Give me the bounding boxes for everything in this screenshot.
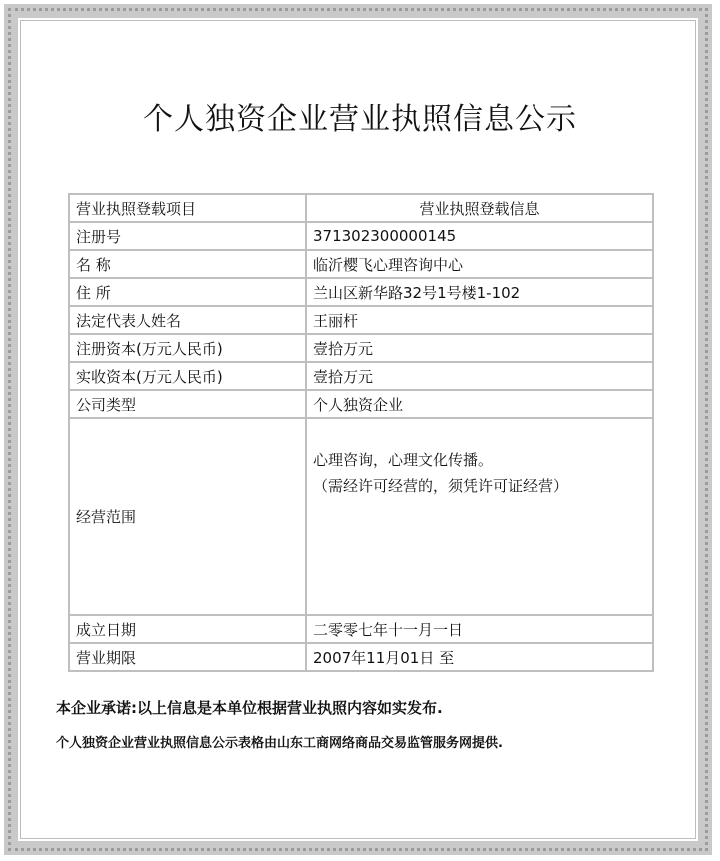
table-row-paid-in-capital — [69, 362, 653, 390]
page-title: 个人独资企业营业执照信息公示 — [143, 102, 577, 137]
business-scope-value — [306, 418, 653, 615]
table-row-legal-representative — [69, 306, 653, 334]
row-value: 兰山区新华路32号1号楼1-102 — [306, 278, 653, 306]
row-label: 名 称 — [69, 250, 306, 278]
table-row-established-date — [69, 615, 653, 643]
row-label: 注册号 — [69, 222, 306, 250]
row-label: 营业期限 — [69, 643, 306, 671]
row-value: 王丽杆 — [306, 306, 653, 334]
row-label: 住 所 — [69, 278, 306, 306]
table-row-registration-number — [69, 222, 653, 250]
table-row-name — [69, 250, 653, 278]
table-header-row — [69, 194, 653, 222]
row-value: 个人独资企业 — [306, 390, 653, 418]
table-row-business-scope — [69, 418, 653, 615]
header-label: 营业执照登载项目 — [69, 194, 306, 222]
row-value: 壹拾万元 — [306, 362, 653, 390]
row-label: 公司类型 — [69, 390, 306, 418]
row-label: 实收资本(万元人民币) — [69, 362, 306, 390]
row-value: 二零零七年十一月一日 — [306, 615, 653, 643]
commitment-statement: 本企业承诺:以上信息是本单位根据营业执照内容如实发布. — [56, 699, 443, 717]
business-scope-line: 心理咨询，心理文化传播。 — [313, 451, 494, 469]
header-value: 营业执照登载信息 — [306, 194, 653, 222]
row-value: 壹拾万元 — [306, 334, 653, 362]
license-info-table — [68, 193, 654, 672]
table-row-registered-capital — [69, 334, 653, 362]
business-scope-note: （需经许可经营的，须凭许可证经营） — [313, 477, 569, 495]
row-label: 经营范围 — [69, 418, 306, 615]
row-label: 成立日期 — [69, 615, 306, 643]
table-row-company-type — [69, 390, 653, 418]
row-label: 法定代表人姓名 — [69, 306, 306, 334]
row-value: 2007年11月01日 至 — [306, 643, 653, 671]
table-row-address — [69, 278, 653, 306]
row-value: 临沂樱飞心理咨询中心 — [306, 250, 653, 278]
table-row-business-term — [69, 643, 653, 671]
row-value: 371302300000145 — [306, 222, 653, 250]
provider-statement: 个人独资企业营业执照信息公示表格由山东工商网络商品交易监管服务网提供. — [56, 736, 503, 751]
row-label: 注册资本(万元人民币) — [69, 334, 306, 362]
